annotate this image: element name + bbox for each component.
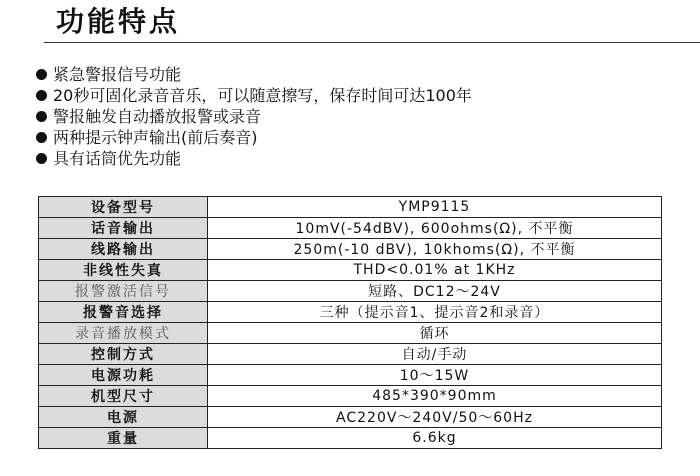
spec-label: 话音输出 [39, 218, 208, 239]
feature-item [36, 85, 472, 106]
feature-item [36, 106, 472, 127]
table-row [39, 281, 662, 302]
spec-value: 循环 [208, 323, 662, 344]
table-row [39, 239, 662, 260]
spec-value: 10mV(-54dBV), 600ohms(Ω), 不平衡 [208, 218, 662, 239]
bullet-icon [36, 90, 47, 101]
spec-value: 250m(-10 dBV), 10khoms(Ω), 不平衡 [208, 239, 662, 260]
spec-value: YMP9115 [208, 197, 662, 218]
feature-text: 两种提示钟声输出(前后奏音) [53, 128, 258, 147]
table-row [39, 386, 662, 407]
spec-label: 录音播放模式 [39, 323, 208, 344]
feature-text: 20秒可固化录音音乐，可以随意擦写，保存时间可达100年 [53, 86, 472, 105]
spec-table [38, 196, 662, 449]
table-row [39, 344, 662, 365]
feature-item [36, 127, 472, 148]
table-row [39, 323, 662, 344]
spec-label: 机型尺寸 [39, 386, 208, 407]
feature-text: 紧急警报信号功能 [53, 65, 182, 84]
feature-list [36, 64, 472, 169]
table-row [39, 260, 662, 281]
spec-value: 自动/手动 [208, 344, 662, 365]
feature-item [36, 148, 472, 169]
spec-label: 非线性失真 [39, 260, 208, 281]
table-row [39, 428, 662, 449]
spec-value: THD<0.01% at 1KHz [208, 260, 662, 281]
spec-label: 报警音选择 [39, 302, 208, 323]
spec-value: 6.6kg [208, 428, 662, 449]
spec-label: 电源 [39, 407, 208, 428]
spec-label: 设备型号 [39, 197, 208, 218]
bullet-icon [36, 69, 47, 80]
feature-text: 警报触发自动播放报警或录音 [53, 107, 262, 126]
spec-label: 控制方式 [39, 344, 208, 365]
title-underline [44, 42, 700, 43]
spec-value: 三种（提示音1、提示音2和录音） [208, 302, 662, 323]
spec-label: 线路输出 [39, 239, 208, 260]
table-row [39, 407, 662, 428]
table-row [39, 365, 662, 386]
bullet-icon [36, 153, 47, 164]
page-title: 功能特点 [56, 5, 181, 38]
feature-text: 具有话筒优先功能 [53, 149, 182, 168]
spec-value: 485*390*90mm [208, 386, 662, 407]
spec-label: 重量 [39, 428, 208, 449]
spec-value: AC220V～240V/50～60Hz [208, 407, 662, 428]
table-row [39, 218, 662, 239]
table-row [39, 197, 662, 218]
spec-value: 短路、DC12～24V [208, 281, 662, 302]
table-row [39, 302, 662, 323]
spec-value: 10～15W [208, 365, 662, 386]
bullet-icon [36, 132, 47, 143]
feature-item [36, 64, 472, 85]
spec-label: 报警激活信号 [39, 281, 208, 302]
bullet-icon [36, 111, 47, 122]
spec-label: 电源功耗 [39, 365, 208, 386]
